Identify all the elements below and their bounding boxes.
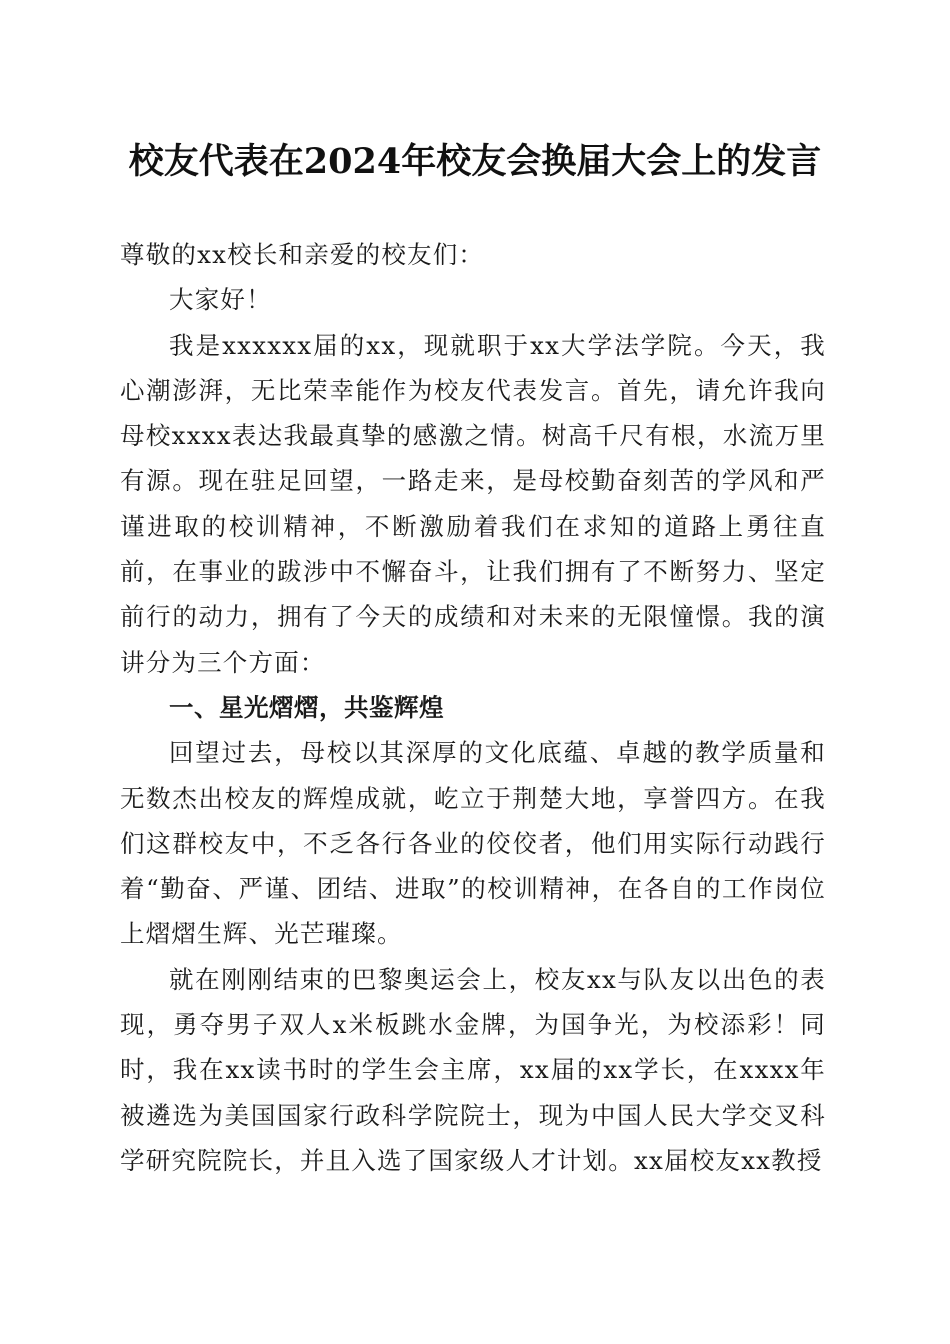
document-title: 校友代表在2024年校友会换届大会上的发言 <box>128 141 822 182</box>
document-body <box>120 232 826 1183</box>
intro-paragraph: 我是xxxxxx届的xx，现就职于xx大学法学院。今天，我心潮澎湃，无比荣幸能作为校友代表发言。首先，请允许我向母校xxxx表达我最真挚的感激之情。树高千尺有根，水流万里有源。现在驻足回望，一路走来，是母校勤奋刻苦的学风和严谨进取的校训精神，不断激励着我们在求知的道路上勇往直前，在事业的跋涉中不懈奋斗，让我们拥有了不断努力、坚定前行的动力，拥有了今天的成绩和对未来的无限憧憬。我的演讲分为三个方面： <box>120 330 826 677</box>
section-paragraph: 回望过去，母校以其深厚的文化底蕴、卓越的教学质量和无数杰出校友的辉煌成就，屹立于荆楚大地，享誉四方。在我们这群校友中，不乏各行各业的佼佼者，他们用实际行动践行着“勤奋、严谨、团结、进取”的校训精神，在各自的工作岗位上熠熠生辉、光芒璀璨。 <box>120 738 826 949</box>
salutation: 尊敬的xx校长和亲爱的校友们： <box>120 240 485 269</box>
section-paragraph: 就在刚刚结束的巴黎奥运会上，校友xx与队友以出色的表现，勇夺男子双人x米板跳水金牌，为国争光，为校添彩！同时，我在xx读书时的学生会主席，xx届的xx学长，在xxxx年被遴选为美国国家行政科学院院士，现为中国人民大学交叉科学研究院院长，并且入选了国家级人才计划。xx届校友xx教授 <box>120 964 826 1175</box>
section-heading: 一、星光熠熠，共鉴辉煌 <box>169 692 444 722</box>
greeting: 大家好！ <box>169 285 272 315</box>
